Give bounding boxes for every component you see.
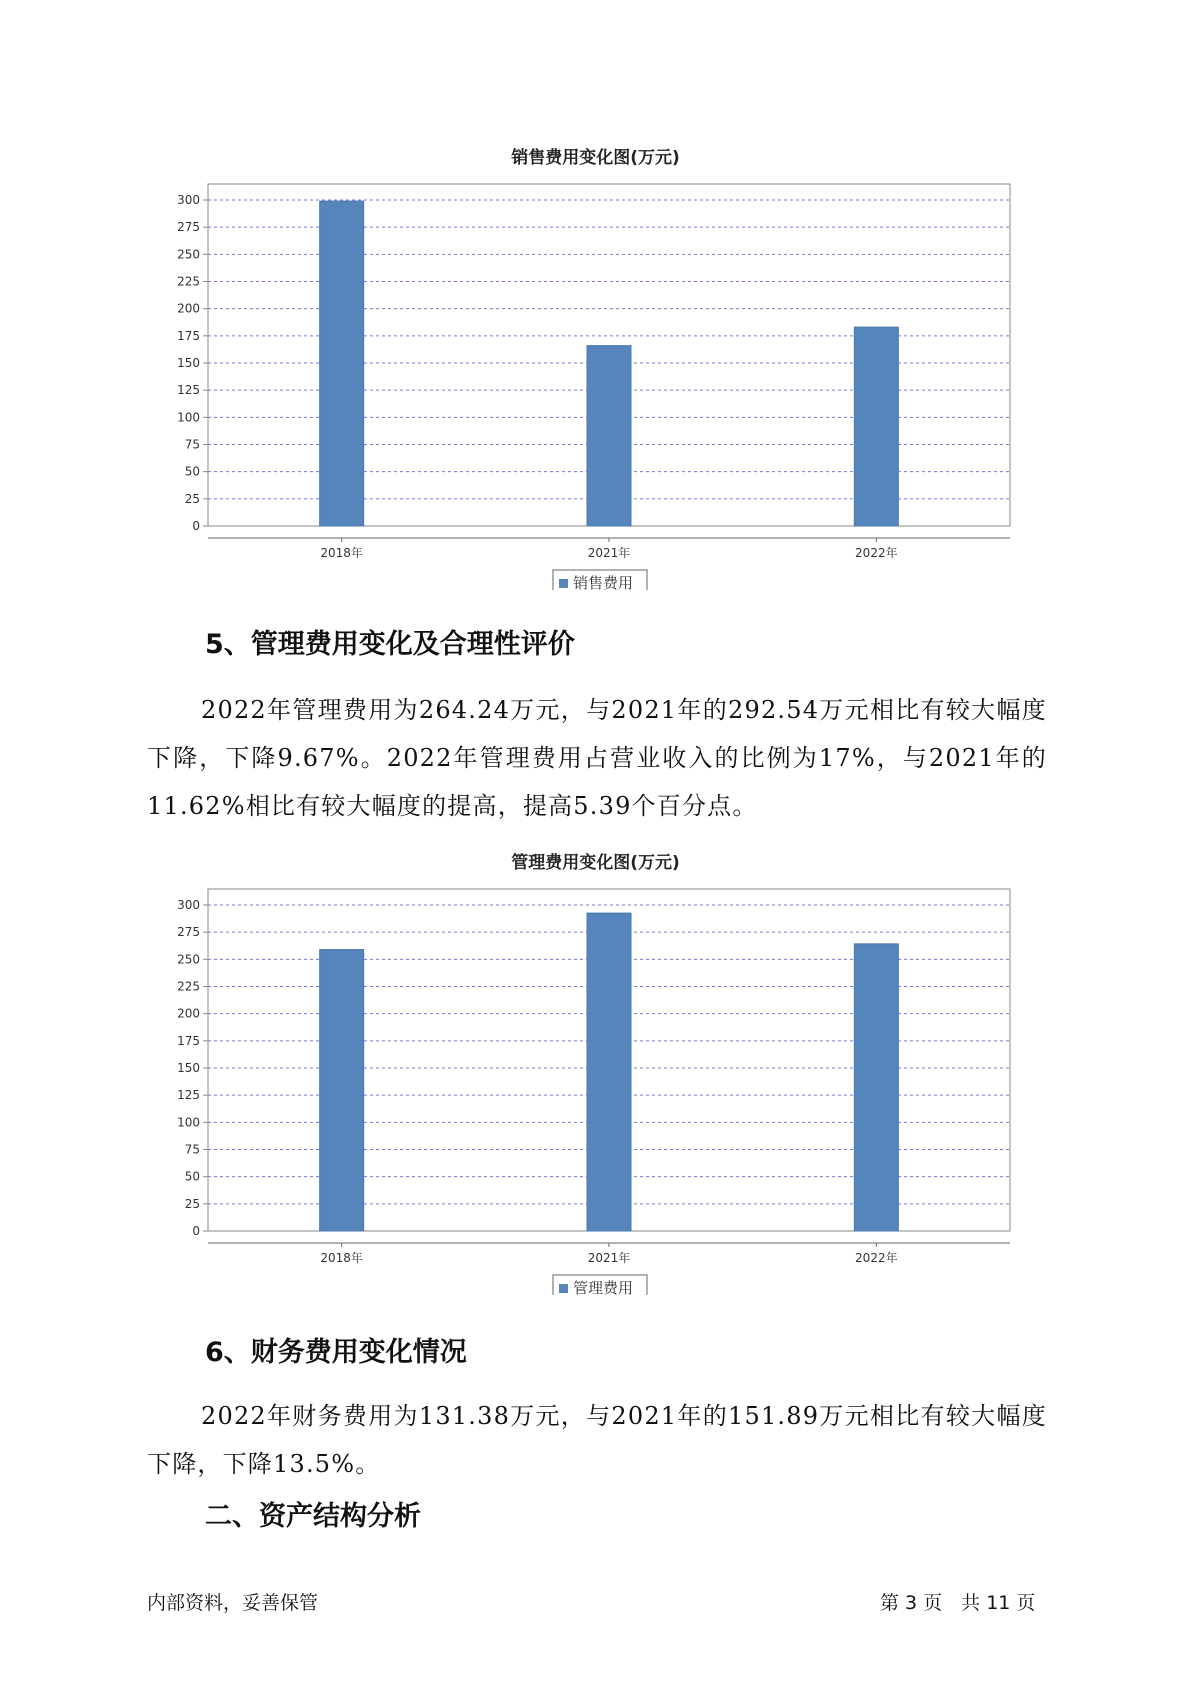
bar	[320, 201, 364, 526]
y-tick-label: 225	[177, 979, 200, 994]
section-asset-structure-heading: 二、资产结构分析	[205, 1501, 421, 1532]
bar	[587, 346, 631, 526]
footer-page-number: 第 3 页 共 11 页	[880, 1592, 1036, 1614]
y-tick-label: 200	[177, 301, 200, 316]
legend-label: 管理费用	[573, 1279, 634, 1295]
y-tick-label: 200	[177, 1006, 200, 1021]
y-tick-label: 150	[177, 356, 200, 370]
legend-swatch	[559, 1284, 568, 1293]
admin-expense-chart-title: 管理费用变化图(万元)	[511, 853, 680, 873]
sales-expense-chart	[0, 170, 1191, 590]
y-tick-label: 50	[184, 464, 200, 479]
section-5-heading: 5、管理费用变化及合理性评价	[205, 629, 575, 660]
bar	[320, 950, 364, 1231]
y-tick-label: 0	[192, 519, 200, 533]
y-tick-label: 250	[177, 952, 200, 967]
x-tick-label: 2022年	[855, 1251, 898, 1265]
sales-expense-chart-title: 销售费用变化图(万元)	[511, 148, 680, 168]
x-tick-label: 2021年	[587, 1251, 631, 1265]
bar	[854, 327, 898, 526]
y-tick-label: 125	[177, 383, 200, 398]
y-tick-label: 275	[177, 220, 200, 235]
x-tick-label: 2021年	[587, 546, 631, 560]
y-tick-label: 150	[177, 1061, 200, 1075]
admin-expense-chart	[0, 875, 1191, 1295]
y-tick-label: 100	[177, 1115, 200, 1130]
y-tick-label: 175	[177, 1033, 200, 1048]
y-tick-label: 275	[177, 925, 200, 940]
y-tick-label: 175	[177, 328, 200, 343]
y-tick-label: 300	[177, 898, 200, 912]
y-tick-label: 100	[177, 410, 200, 425]
y-tick-label: 300	[177, 193, 200, 207]
legend-swatch	[559, 579, 568, 588]
x-tick-label: 2018年	[320, 546, 363, 560]
y-tick-label: 75	[184, 1142, 200, 1157]
x-tick-label: 2022年	[855, 546, 898, 560]
y-tick-label: 250	[177, 247, 200, 262]
y-tick-label: 50	[184, 1169, 200, 1184]
y-tick-label: 75	[184, 437, 200, 452]
y-tick-label: 25	[184, 1196, 200, 1211]
y-tick-label: 125	[177, 1088, 200, 1103]
x-tick-label: 2018年	[320, 1251, 363, 1265]
y-tick-label: 0	[192, 1224, 200, 1238]
bar	[587, 913, 631, 1231]
footer-confidential-note: 内部资料，妥善保管	[147, 1592, 319, 1614]
y-tick-label: 225	[177, 274, 200, 289]
section-6-paragraph: 2022年财务费用为131.38万元，与2021年的151.89万元相比有较大幅度下降，下降13.5%。	[147, 1402, 1047, 1478]
section-5-paragraph: 2022年管理费用为264.24万元，与2021年的292.54万元相比有较大幅度下降，下降9.67%。2022年管理费用占营业收入的比例为17%，与2021年的11.62%相比有较大幅度的提高，提高5.39个百分点。	[147, 696, 1047, 820]
y-tick-label: 25	[184, 491, 200, 506]
legend-label: 销售费用	[573, 574, 634, 590]
bar	[854, 944, 898, 1231]
section-6-heading: 6、财务费用变化情况	[205, 1337, 467, 1368]
